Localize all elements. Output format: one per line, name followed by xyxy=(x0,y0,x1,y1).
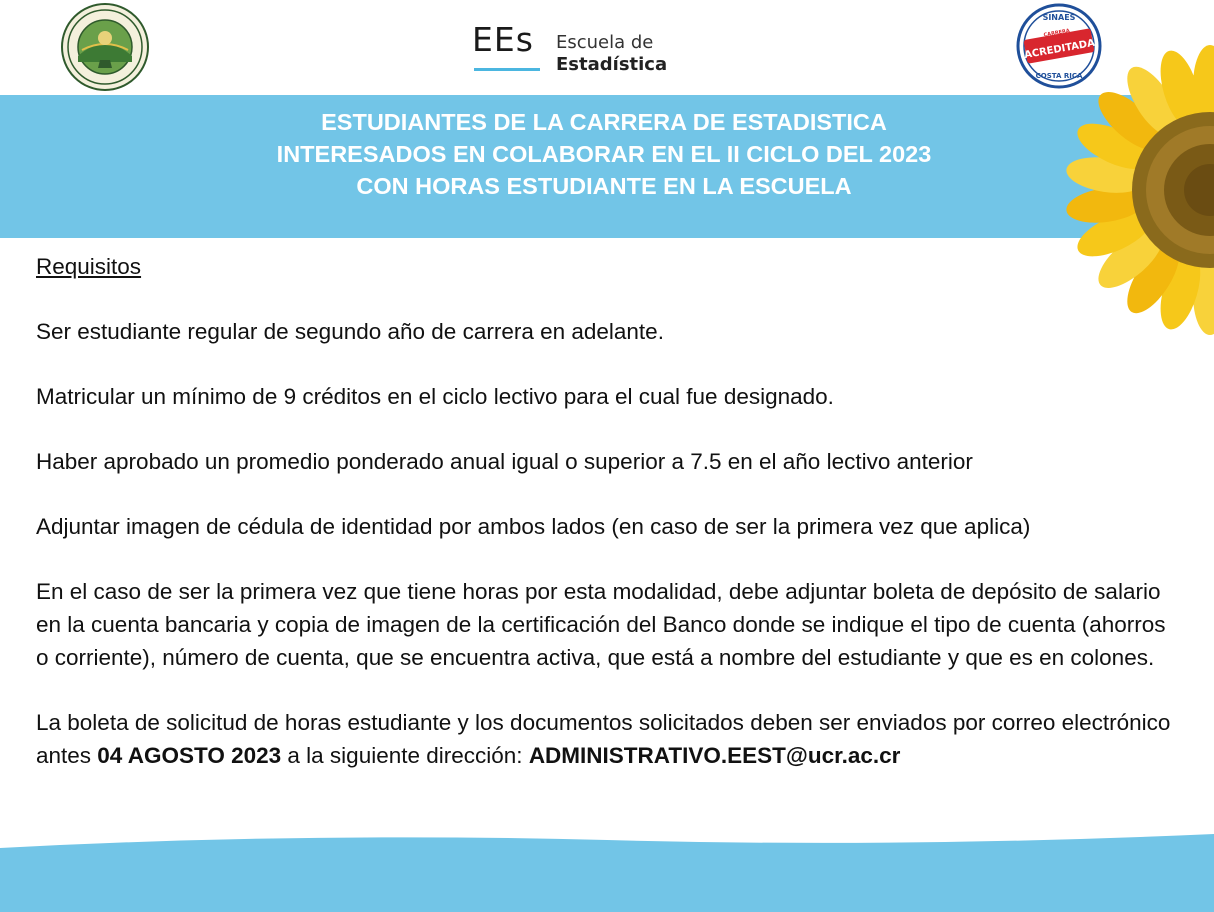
requirement-item: Matricular un mínimo de 9 créditos en el ciclo lectivo para el cual fue designado. xyxy=(36,384,834,409)
contact-email[interactable]: ADMINISTRATIVO.EEST@ucr.ac.cr xyxy=(528,743,901,768)
ees-logo xyxy=(472,18,672,78)
banner-line-3: CON HORAS ESTUDIANTE EN LA ESCUELA xyxy=(356,173,852,199)
ees-underline xyxy=(474,68,540,71)
deadline-date: 04 AGOSTO 2023 xyxy=(97,743,282,768)
ees-mark: EEs xyxy=(472,20,534,59)
submission-instructions xyxy=(36,706,1176,772)
banner-line-2: INTERESADOS EN COLABORAR EN EL II CICLO DEL 2023 xyxy=(276,141,932,167)
requirements-section xyxy=(36,250,1196,772)
submission-text-part1: La boleta de solicitud de horas estudiante y los documentos solicitados deben ser enviados por correo electrónico antes xyxy=(36,710,1171,768)
sinaes-top-text: SINAES xyxy=(1042,13,1076,22)
requirement-item: Haber aprobado un promedio ponderado anual igual o superior a 7.5 en el año lectivo anterior xyxy=(36,449,973,474)
submission-text-part2: a la siguiente dirección: xyxy=(281,743,529,768)
sinaes-middle-small-text: CARRERA xyxy=(1043,27,1071,39)
header xyxy=(0,0,1214,95)
requirement-item: En el caso de ser la primera vez que tiene horas por esta modalidad, debe adjuntar boleta de depósito de salario en la cuenta bancaria y copia de imagen de la certificación del Banco donde se indique el tipo de cuenta (ahorros o corriente), número de cuenta, que se encuentra activa, que está a nombre del estudiante y que es en colones. xyxy=(36,579,1166,670)
ees-name-line1: Escuela de xyxy=(556,32,654,53)
banner-line-1: ESTUDIANTES DE LA CARRERA DE ESTADISTICA xyxy=(321,109,887,135)
ees-name-line2: Estadística xyxy=(556,54,668,75)
sinaes-bottom-text: COSTA RICA xyxy=(1035,72,1083,80)
requirements-heading: Requisitos xyxy=(36,254,142,279)
banner-title xyxy=(0,106,1214,202)
requirement-item: Adjuntar imagen de cédula de identidad por ambos lados (en caso de ser la primera vez que aplica) xyxy=(36,514,1031,539)
requirement-item: Ser estudiante regular de segundo año de carrera en adelante. xyxy=(36,319,664,344)
ucr-seal-logo xyxy=(60,2,150,92)
sinaes-middle-text: ACREDITADA xyxy=(1023,37,1096,62)
footer-wave xyxy=(0,830,1214,912)
